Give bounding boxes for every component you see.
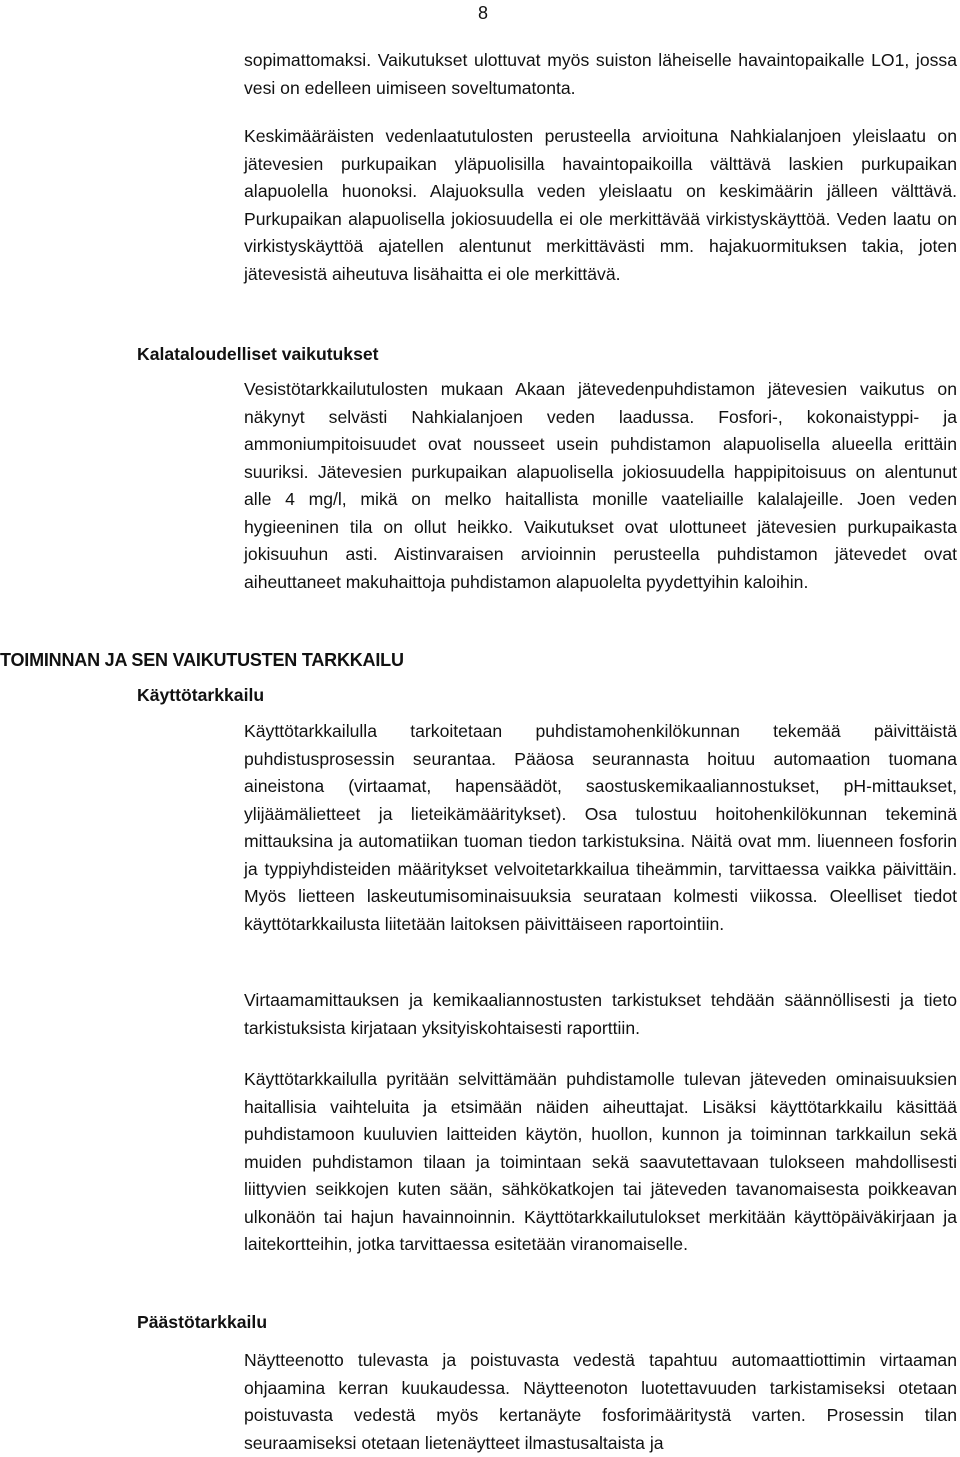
fisheries-paragraph: Vesistötarkkailutulosten mukaan Akaan jätevedenpuhdistamon jätevesien vaikutus on näkynyt selvästi Nahkialanjoen veden laadussa. Fosfori-, kokonaistyppi- ja ammoniumpitoisuudet ovat nousseet usein puhdistamon alapuolisella alueella erittäin suuriksi. Jätevesien purkupaikan alapuolisella jokiosuudella happipitoisuus on alentunut alle 4 mg/l, mikä on melko haitallista monille vaateliaille kalalajeille. Joen veden hygieeninen tila on ollut heikko. Vaikutukset ovat ulottuneet jätevesien purkupaikasta jokisuuhun asti. Aistinvaraisen arvioinnin perusteella puhdistamon jätevedet ovat aiheuttaneet makuhaittoja puhdistamon alapuolelta pyydettyihin kaloihin. (244, 379, 957, 592)
page-number: 8 (478, 3, 489, 23)
fisheries-heading: Kalataloudelliset vaikutukset (137, 344, 379, 364)
emission-monitoring-heading: Päästötarkkailu (137, 1312, 268, 1332)
operational-paragraph-3: Käyttötarkkailulla pyritään selvittämään puhdistamolle tulevan jäteveden ominaisuuksien haitallisia vaihteluita ja etsimään näiden aiheuttajat. Lisäksi käyttötarkkailu käsittää puhdistamoon kuuluvien laitteiden käytön, huollon, kunnon ja toiminnan tarkkailun sekä muiden puhdistamon tilaan ja toimintaan sekä saavutettavaan tulokseen mahdollisesti liittyvien seikkojen kuten sään, sähkökatkojen tai jäteveden tavanomaisesta poikkeavan ulkonäön tai hajun havainnoinnin. Käyttötarkkailutulokset merkitään käyttöpäiväkirjaan ja laitekortteihin, jotka tarvittaessa esitetään viranomaiselle. (244, 1069, 957, 1254)
operational-paragraph-2: Virtaamamittauksen ja kemikaaliannostusten tarkistukset tehdään säännöllisesti ja tieto tarkistuksista kirjataan yksityiskohtaisesti raporttiin. (244, 990, 957, 1038)
intro-continuation-paragraph: sopimattomaksi. Vaikutukset ulottuvat myös suiston läheiselle havaintopaikalle LO1, jossa vesi on edelleen uimiseen soveltumatonta. (244, 50, 957, 98)
water-quality-paragraph: Keskimääräisten vedenlaatutulosten perusteella arvioituna Nahkialanjoen yleislaatu on jätevesien purkupaikan yläpuolisilla havaintopaikoilla välttävä laskien purkupaikan alapuolella huonoksi. Alajuoksulla veden yleislaatu on keskimäärin jälleen välttävä. Purkupaikan alapuolisella jokiosuudella ei ole merkittävää virkistyskäyttöä. Veden laatu on virkistyskäyttöä ajatellen alentunut merkittävästi mm. hajakuormituksen takia, joten jätevesistä aiheutuva lisähaitta ei ole merkittävä. (244, 126, 957, 284)
operational-paragraph-1: Käyttötarkkailulla tarkoitetaan puhdistamohenkilökunnan tekemää päivittäistä puhdistusprosessin seurantaa. Pääosa seurannasta hoituu automaation tuomana aineistona (virtaamat, hapensäädöt, saostuskemikaaliannostukset, pH-mittaukset, ylijäämälietteet ja lieteikämääritykset). Osa tulostuu hoitohenkilökunnan tekeminä mittauksina ja automatiikan tuoman tiedon tarkistuksina. Näitä ovat mm. liuenneen fosforin ja typpiyhdisteiden määritykset velvoitetarkkailua tiheämmin, tarvittaessa vaikka päivittäin. Myös lietteen laskeutumisominaisuuksia seurataan kolmesti viikossa. Oleelliset tiedot käyttötarkkailusta liitetään laitoksen päivittäiseen raportointiin. (244, 721, 957, 934)
emission-paragraph: Näytteenotto tulevasta ja poistuvasta vedestä tapahtuu automaattiottimin virtaaman ohjaamina kerran kuukaudessa. Näytteenoton luotettavuuden tarkistamiseksi otetaan poistuvasta vedestä myös kertanäyte fosforimääritystä varten. Prosessin tilan seuraamiseksi otetaan lietenäytteet ilmastusaltaista ja (244, 1350, 957, 1453)
monitoring-main-heading: TOIMINNAN JA SEN VAIKUTUSTEN TARKKAILU (0, 650, 404, 670)
operational-monitoring-heading: Käyttötarkkailu (137, 685, 265, 705)
